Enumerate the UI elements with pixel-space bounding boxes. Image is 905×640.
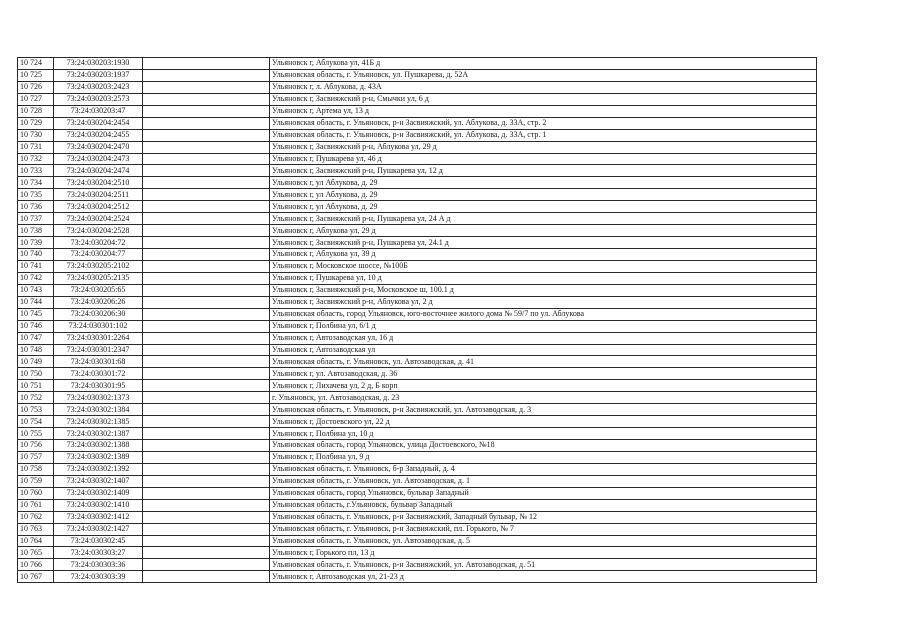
table-row — [18, 571, 817, 583]
row-number-cell: 10 745 — [18, 308, 54, 320]
cadastral-number-cell: 73:24:030204:2473 — [54, 153, 143, 165]
address-cell: Ульяновск г, Засвияжский р-н, Пушкарева ул, 12 д — [270, 165, 817, 177]
empty-cell — [143, 380, 270, 392]
cadastral-number-cell: 73:24:030302:1384 — [54, 404, 143, 416]
empty-cell — [143, 440, 270, 452]
table-row — [18, 320, 817, 332]
row-number-cell: 10 735 — [18, 189, 54, 201]
cadastral-number-cell: 73:24:030206:26 — [54, 296, 143, 308]
empty-cell — [143, 475, 270, 487]
cadastral-number-cell: 73:24:030205:2102 — [54, 260, 143, 272]
address-cell: Ульяновская область, г. Ульяновск, р-н Засвияжский, ул. Автозаводская, д. 51 — [270, 559, 817, 571]
address-cell: Ульяновская область, г. Ульяновск, ул. Автозаводская, д. 1 — [270, 475, 817, 487]
table-row — [18, 213, 817, 225]
cadastral-number-cell: 73:24:030204:77 — [54, 249, 143, 261]
address-cell: Ульяновск г, Полбина ул, 6/1 д — [270, 320, 817, 332]
empty-cell — [143, 201, 270, 213]
row-number-cell: 10 760 — [18, 487, 54, 499]
table-row — [18, 416, 817, 428]
empty-cell — [143, 320, 270, 332]
row-number-cell: 10 754 — [18, 416, 54, 428]
row-number-cell: 10 767 — [18, 571, 54, 583]
row-number-cell: 10 727 — [18, 93, 54, 105]
address-cell: Ульяновск г, Достоевского ул, 22 д — [270, 416, 817, 428]
row-number-cell: 10 724 — [18, 58, 54, 70]
table-row — [18, 475, 817, 487]
empty-cell — [143, 81, 270, 93]
address-cell: Ульяновск г, ул Аблукова, д. 29 — [270, 201, 817, 213]
table-row — [18, 69, 817, 81]
table-row — [18, 117, 817, 129]
row-number-cell: 10 728 — [18, 105, 54, 117]
table-row — [18, 177, 817, 189]
address-cell: Ульяновская область, г. Ульяновск, р-н Засвияжский, ул. Автозаводская, д. 3 — [270, 404, 817, 416]
address-cell: Ульяновская область, город Ульяновск, бульвар Западный — [270, 487, 817, 499]
address-cell: Ульяновск г, Автозаводская ул, 16 д — [270, 332, 817, 344]
empty-cell — [143, 165, 270, 177]
table-row — [18, 284, 817, 296]
address-cell: Ульяновск г, л. Аблукова, д. 43А — [270, 81, 817, 93]
empty-cell — [143, 487, 270, 499]
table-body — [18, 58, 817, 583]
row-number-cell: 10 758 — [18, 463, 54, 475]
table-row — [18, 463, 817, 475]
table-row — [18, 487, 817, 499]
empty-cell — [143, 58, 270, 70]
address-cell: Ульяновск г, Засвияжский р-н, Пушкарева ул, 24 А д — [270, 213, 817, 225]
row-number-cell: 10 729 — [18, 117, 54, 129]
empty-cell — [143, 392, 270, 404]
row-number-cell: 10 742 — [18, 272, 54, 284]
row-number-cell: 10 725 — [18, 69, 54, 81]
address-cell: Ульяновск г, Пушкарева ул, 46 д — [270, 153, 817, 165]
table-row — [18, 141, 817, 153]
cadastral-number-cell: 73:24:030302:1407 — [54, 475, 143, 487]
table-row — [18, 201, 817, 213]
row-number-cell: 10 766 — [18, 559, 54, 571]
empty-cell — [143, 547, 270, 559]
row-number-cell: 10 739 — [18, 237, 54, 249]
address-cell: Ульяновск г, Полбина ул, 10 д — [270, 428, 817, 440]
row-number-cell: 10 741 — [18, 260, 54, 272]
table-row — [18, 308, 817, 320]
table-row — [18, 451, 817, 463]
empty-cell — [143, 213, 270, 225]
empty-cell — [143, 93, 270, 105]
cadastral-number-cell: 73:24:030301:72 — [54, 368, 143, 380]
cadastral-number-cell: 73:24:030204:72 — [54, 237, 143, 249]
address-cell: Ульяновск г, ул Аблукова, д. 29 — [270, 177, 817, 189]
empty-cell — [143, 368, 270, 380]
cadastral-number-cell: 73:24:030303:39 — [54, 571, 143, 583]
address-cell: Ульяновск г, Аблукова ул, 41Б д — [270, 58, 817, 70]
address-cell: Ульяновск г, Полбина ул, 9 д — [270, 451, 817, 463]
cadastral-number-cell: 73:24:030204:2528 — [54, 225, 143, 237]
table-row — [18, 189, 817, 201]
row-number-cell: 10 747 — [18, 332, 54, 344]
address-cell: Ульяновск г, Аблукова ул, 39 д — [270, 249, 817, 261]
row-number-cell: 10 755 — [18, 428, 54, 440]
cadastral-number-cell: 73:24:030302:1373 — [54, 392, 143, 404]
empty-cell — [143, 499, 270, 511]
cadastral-number-cell: 73:24:030302:1385 — [54, 416, 143, 428]
empty-cell — [143, 129, 270, 141]
cadastral-number-cell: 73:24:030204:2470 — [54, 141, 143, 153]
address-cell: Ульяновск г, Засвияжский р-н, Аблукова ул, 2 д — [270, 296, 817, 308]
address-cell: Ульяновск г, Засвияжский р-н, Пушкарева ул, 24.1 д — [270, 237, 817, 249]
cadastral-number-cell: 73:24:030204:2510 — [54, 177, 143, 189]
cadastral-number-cell: 73:24:030301:95 — [54, 380, 143, 392]
table-row — [18, 260, 817, 272]
address-cell: г. Ульяновск, ул. Автозаводская, д. 23 — [270, 392, 817, 404]
table-row — [18, 332, 817, 344]
table-row — [18, 344, 817, 356]
cadastral-number-cell: 73:24:030302:1388 — [54, 440, 143, 452]
row-number-cell: 10 759 — [18, 475, 54, 487]
empty-cell — [143, 249, 270, 261]
table-row — [18, 237, 817, 249]
cadastral-number-cell: 73:24:030301:68 — [54, 356, 143, 368]
table-row — [18, 428, 817, 440]
address-cell: Ульяновск г, Засвияжский р-н, Аблукова ул, 29 д — [270, 141, 817, 153]
empty-cell — [143, 416, 270, 428]
row-number-cell: 10 730 — [18, 129, 54, 141]
empty-cell — [143, 189, 270, 201]
row-number-cell: 10 751 — [18, 380, 54, 392]
table-row — [18, 296, 817, 308]
row-number-cell: 10 726 — [18, 81, 54, 93]
cadastral-number-cell: 73:24:030302:1412 — [54, 511, 143, 523]
row-number-cell: 10 756 — [18, 440, 54, 452]
cadastral-number-cell: 73:24:030302:1410 — [54, 499, 143, 511]
table-row — [18, 404, 817, 416]
empty-cell — [143, 177, 270, 189]
empty-cell — [143, 356, 270, 368]
empty-cell — [143, 428, 270, 440]
address-cell: Ульяновск г, Лихачева ул, 2 д, Б корп — [270, 380, 817, 392]
row-number-cell: 10 757 — [18, 451, 54, 463]
address-cell: Ульяновская область, г. Ульяновск, ул. Автозаводская, д. 41 — [270, 356, 817, 368]
empty-cell — [143, 117, 270, 129]
empty-cell — [143, 225, 270, 237]
document-page — [17, 57, 817, 583]
empty-cell — [143, 284, 270, 296]
address-cell: Ульяновская область, город Ульяновск, улица Достоевского, №18 — [270, 440, 817, 452]
address-cell: Ульяновск г, ул Аблукова, д. 29 — [270, 189, 817, 201]
row-number-cell: 10 734 — [18, 177, 54, 189]
table-row — [18, 81, 817, 93]
row-number-cell: 10 736 — [18, 201, 54, 213]
cadastral-number-cell: 73:24:030302:1389 — [54, 451, 143, 463]
address-cell: Ульяновская область, г. Ульяновск, р-н Засвияжский, ул. Аблукова, д. 33А, стр. 2 — [270, 117, 817, 129]
empty-cell — [143, 571, 270, 583]
row-number-cell: 10 750 — [18, 368, 54, 380]
empty-cell — [143, 463, 270, 475]
table-row — [18, 272, 817, 284]
row-number-cell: 10 740 — [18, 249, 54, 261]
table-row — [18, 559, 817, 571]
address-cell: Ульяновская область, город Ульяновск, юго-восточнее жилого дома № 59/7 по ул. Аблукова — [270, 308, 817, 320]
empty-cell — [143, 332, 270, 344]
address-cell: Ульяновск г, Автозаводская ул, 21-23 д — [270, 571, 817, 583]
cadastral-number-cell: 73:24:030203:1937 — [54, 69, 143, 81]
address-cell: Ульяновская область, г. Ульяновск, ул. Автозаводская, д. 5 — [270, 535, 817, 547]
empty-cell — [143, 272, 270, 284]
table-row — [18, 380, 817, 392]
table-row — [18, 165, 817, 177]
table-row — [18, 535, 817, 547]
row-number-cell: 10 744 — [18, 296, 54, 308]
table-row — [18, 499, 817, 511]
cadastral-number-cell: 73:24:030204:2511 — [54, 189, 143, 201]
empty-cell — [143, 523, 270, 535]
row-number-cell: 10 738 — [18, 225, 54, 237]
table-row — [18, 511, 817, 523]
row-number-cell: 10 733 — [18, 165, 54, 177]
cadastral-number-cell: 73:24:030302:45 — [54, 535, 143, 547]
address-cell: Ульяновская область, г. Ульяновск, р-н Засвияжский, ул. Аблукова, д. 33А, стр. 1 — [270, 129, 817, 141]
cadastral-number-cell: 73:24:030303:27 — [54, 547, 143, 559]
empty-cell — [143, 308, 270, 320]
empty-cell — [143, 404, 270, 416]
table-row — [18, 153, 817, 165]
address-cell: Ульяновск г, Аблукова ул, 29 д — [270, 225, 817, 237]
table-row — [18, 356, 817, 368]
address-cell: Ульяновская область, г. Ульяновск, б-р Западный, д. 4 — [270, 463, 817, 475]
empty-cell — [143, 260, 270, 272]
empty-cell — [143, 296, 270, 308]
table-row — [18, 58, 817, 70]
cadastral-number-cell: 73:24:030302:1392 — [54, 463, 143, 475]
empty-cell — [143, 141, 270, 153]
cadastral-number-cell: 73:24:030302:1387 — [54, 428, 143, 440]
address-cell: Ульяновская область, г. Ульяновск, р-н Засвияжский, Западный бульвар, № 12 — [270, 511, 817, 523]
row-number-cell: 10 753 — [18, 404, 54, 416]
address-cell: Ульяновск г, ул. Автозаводская, д. 36 — [270, 368, 817, 380]
cadastral-number-cell: 73:24:030203:2573 — [54, 93, 143, 105]
row-number-cell: 10 752 — [18, 392, 54, 404]
row-number-cell: 10 737 — [18, 213, 54, 225]
address-cell: Ульяновская область, г. Ульяновск, ул. Пушкарева, д. 52А — [270, 69, 817, 81]
table-row — [18, 225, 817, 237]
cadastral-number-cell: 73:24:030205:65 — [54, 284, 143, 296]
empty-cell — [143, 344, 270, 356]
table-row — [18, 368, 817, 380]
cadastral-number-cell: 73:24:030206:30 — [54, 308, 143, 320]
address-cell: Ульяновск г, Московское шоссе, №100Б — [270, 260, 817, 272]
empty-cell — [143, 105, 270, 117]
table-row — [18, 440, 817, 452]
cadastral-number-cell: 73:24:030203:1930 — [54, 58, 143, 70]
empty-cell — [143, 511, 270, 523]
table-row — [18, 523, 817, 535]
address-cell: Ульяновск г, Автозаводская ул — [270, 344, 817, 356]
table-row — [18, 392, 817, 404]
address-cell: Ульяновская область, г.Ульяновск, бульвар Западный — [270, 499, 817, 511]
empty-cell — [143, 69, 270, 81]
empty-cell — [143, 237, 270, 249]
cadastral-number-cell: 73:24:030204:2474 — [54, 165, 143, 177]
cadastral-number-cell: 73:24:030301:2264 — [54, 332, 143, 344]
cadastral-number-cell: 73:24:030203:2423 — [54, 81, 143, 93]
table-row — [18, 93, 817, 105]
row-number-cell: 10 731 — [18, 141, 54, 153]
address-cell: Ульяновск г, Артема ул, 13 д — [270, 105, 817, 117]
row-number-cell: 10 746 — [18, 320, 54, 332]
address-cell: Ульяновская область, г. Ульяновск, р-н Засвияжский, пл. Горького, № 7 — [270, 523, 817, 535]
cadastral-number-cell: 73:24:030204:2512 — [54, 201, 143, 213]
empty-cell — [143, 153, 270, 165]
table-row — [18, 249, 817, 261]
cadastral-number-cell: 73:24:030302:1409 — [54, 487, 143, 499]
cadastral-number-cell: 73:24:030302:1427 — [54, 523, 143, 535]
cadastral-number-cell: 73:24:030303:36 — [54, 559, 143, 571]
table-row — [18, 129, 817, 141]
row-number-cell: 10 762 — [18, 511, 54, 523]
row-number-cell: 10 743 — [18, 284, 54, 296]
row-number-cell: 10 764 — [18, 535, 54, 547]
empty-cell — [143, 535, 270, 547]
row-number-cell: 10 748 — [18, 344, 54, 356]
address-cell: Ульяновск г, Горького пл, 13 д — [270, 547, 817, 559]
row-number-cell: 10 761 — [18, 499, 54, 511]
address-cell: Ульяновск г, Засвияжский р-н, Смычки ул, 6 д — [270, 93, 817, 105]
table-row — [18, 105, 817, 117]
property-registry-table — [17, 57, 817, 583]
cadastral-number-cell: 73:24:030204:2524 — [54, 213, 143, 225]
cadastral-number-cell: 73:24:030204:2454 — [54, 117, 143, 129]
row-number-cell: 10 749 — [18, 356, 54, 368]
cadastral-number-cell: 73:24:030203:47 — [54, 105, 143, 117]
empty-cell — [143, 451, 270, 463]
row-number-cell: 10 763 — [18, 523, 54, 535]
address-cell: Ульяновск г, Пушкарева ул, 10 д — [270, 272, 817, 284]
row-number-cell: 10 732 — [18, 153, 54, 165]
table-row — [18, 547, 817, 559]
cadastral-number-cell: 73:24:030301:102 — [54, 320, 143, 332]
row-number-cell: 10 765 — [18, 547, 54, 559]
cadastral-number-cell: 73:24:030204:2455 — [54, 129, 143, 141]
address-cell: Ульяновск г, Засвияжский р-н, Московское ш, 100.1 д — [270, 284, 817, 296]
cadastral-number-cell: 73:24:030205:2135 — [54, 272, 143, 284]
empty-cell — [143, 559, 270, 571]
cadastral-number-cell: 73:24:030301:2347 — [54, 344, 143, 356]
